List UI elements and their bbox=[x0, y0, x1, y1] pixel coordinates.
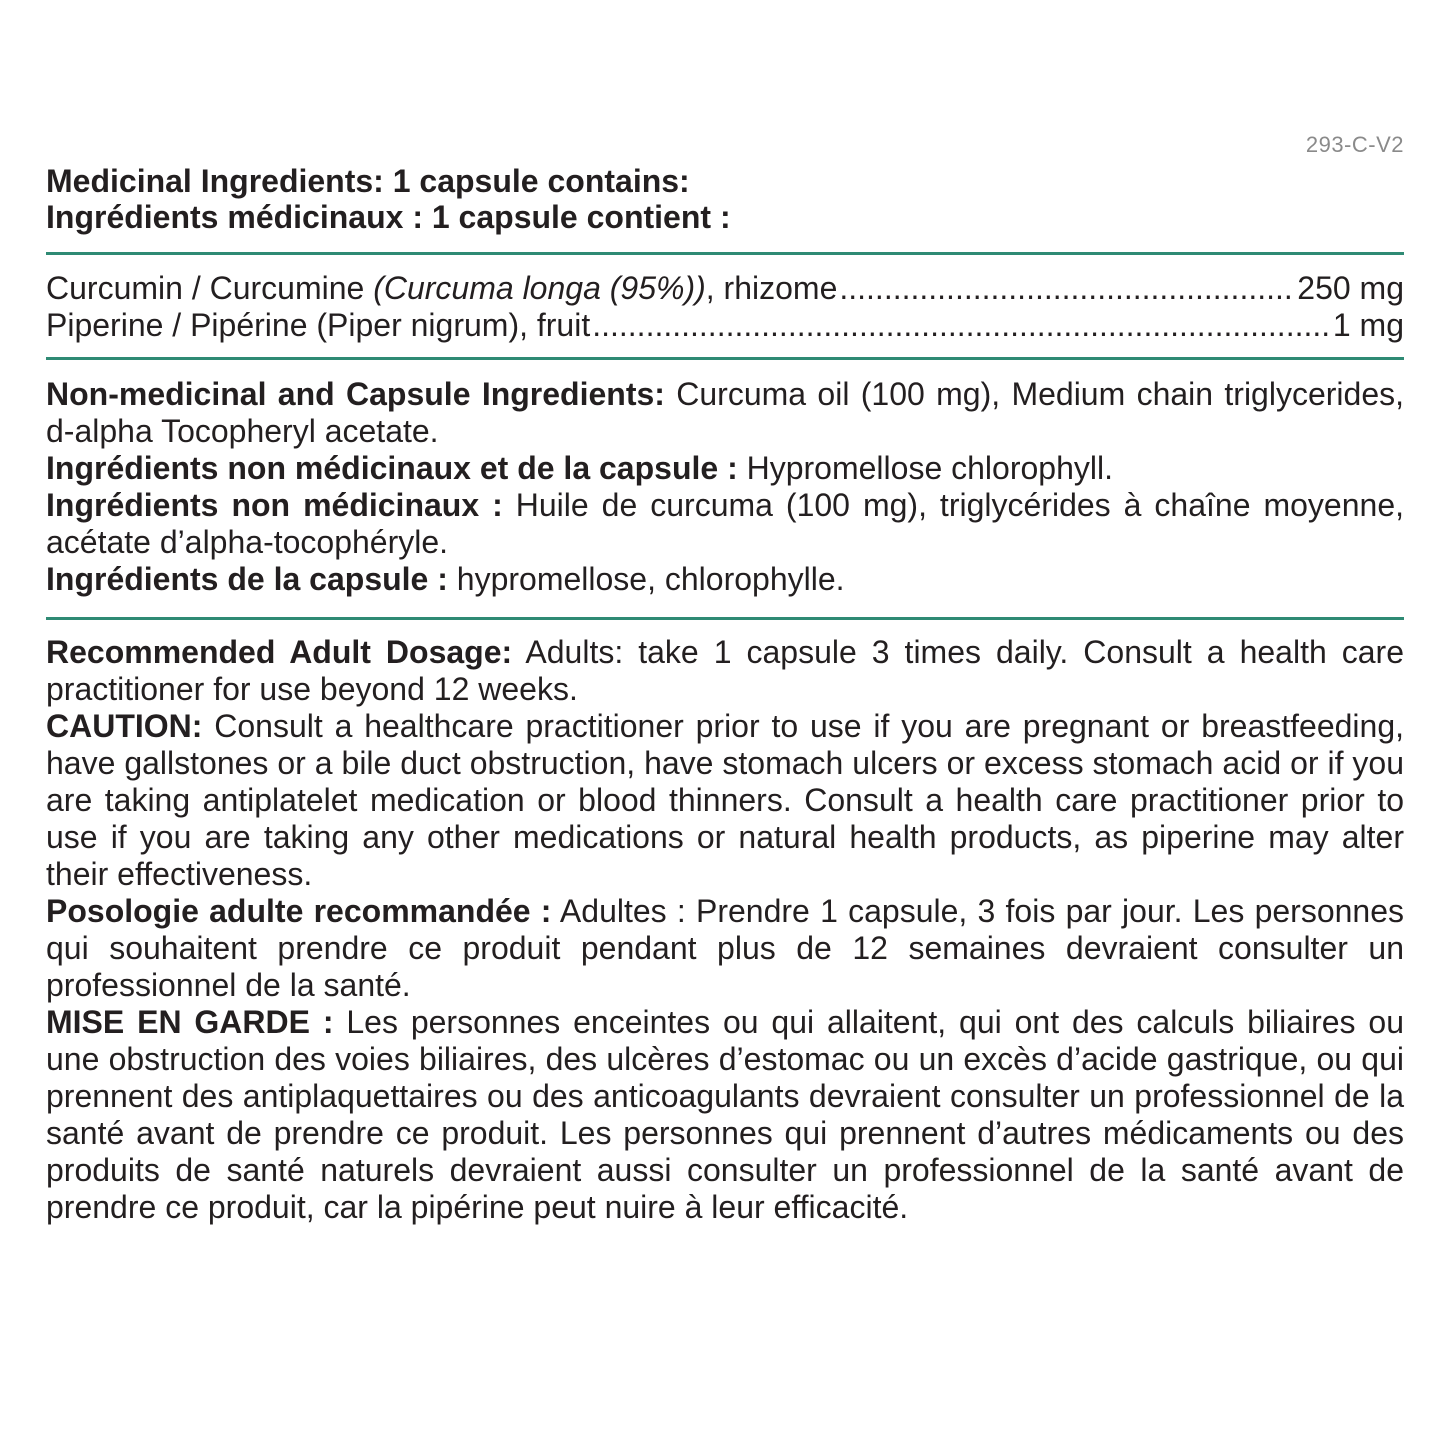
section-text: Les personnes enceintes ou qui allaitent, qui ont des calculs biliaires ou une obstruction des voies biliaires, des ulcères d’estomac ou un excès d’acide gastrique, ou qui prennent des antiplaquettaires ou des anticoagulants devraient consulter un professionnel de la santé avant de prendre ce produit. Les personnes qui prennent d’autres médicaments ou des produits de santé naturels devraient aussi consulter un professionnel de la santé avant de prendre ce produit, car la pipérine peut nuire à leur efficacité. bbox=[46, 1004, 1405, 1225]
section-text: Huile de curcuma (100 mg), triglycérides à chaîne moyenne, acétate d’alpha-tocophéryle. bbox=[46, 487, 1405, 560]
section-text: hypromellose, chlorophylle. bbox=[447, 561, 845, 597]
medicinal-heading-en: Medicinal Ingredients: 1 capsule contains: bbox=[46, 163, 690, 199]
section-label: MISE EN GARDE : bbox=[46, 1004, 334, 1040]
section-text: Consult a healthcare practitioner prior to use if you are pregnant or breastfeeding, have gallstones or a bile duct obstruction, have stomach ulcers or excess stomach acid or if you are taking antiplatelet medication or blood thinners. Consult a health care practitioner prior to use if you are taking any other medications or natural health products, as piperine may alter their effectiveness. bbox=[46, 708, 1404, 892]
divider-1 bbox=[46, 252, 1404, 255]
non-medicinal-en bbox=[46, 376, 1404, 450]
medicinal-heading bbox=[46, 163, 1404, 235]
ingredient-amount: 250 mg bbox=[1297, 270, 1404, 306]
section-text: Curcuma oil (100 mg), Medium chain triglycerides, d-alpha Tocopheryl acetate. bbox=[46, 376, 1405, 449]
dosage-section bbox=[46, 634, 1404, 1226]
leader-dots bbox=[592, 307, 1331, 344]
section-label: Non-medicinal and Capsule Ingredients: bbox=[46, 376, 665, 412]
section-label: Ingrédients non médicinaux et de la capsule : bbox=[46, 450, 738, 486]
ingredient-latin: (Curcuma longa (95%)) bbox=[373, 270, 706, 306]
ingredient-suffix: , rhizome bbox=[705, 270, 838, 306]
section-label: CAUTION: bbox=[46, 708, 203, 744]
dosage-en bbox=[46, 634, 1404, 708]
leader-dots bbox=[839, 270, 1295, 307]
ingredient-name: Piperine / Pipérine (Piper nigrum), fruit bbox=[46, 307, 591, 343]
medicinal-ingredients-list bbox=[46, 270, 1404, 344]
section-text: Adultes : Prendre 1 capsule, 3 fois par jour. Les personnes qui souhaitent prendre ce produit pendant plus de 12 semaines devraient consulter un professionnel de la santé. bbox=[46, 893, 1405, 1003]
divider-2 bbox=[46, 357, 1404, 360]
dosage-fr bbox=[46, 893, 1404, 1004]
medicinal-heading-fr: Ingrédients médicinaux : 1 capsule contient : bbox=[46, 199, 731, 235]
caution-en bbox=[46, 708, 1404, 893]
caution-fr bbox=[46, 1004, 1404, 1226]
non-medicinal-fr bbox=[46, 487, 1404, 561]
ingredient-amount: 1 mg bbox=[1332, 307, 1404, 343]
section-text: Adults: take 1 capsule 3 times daily. Consult a health care practitioner for use beyond 12 weeks. bbox=[46, 634, 1405, 707]
non-medicinal-fr-capsule bbox=[46, 450, 1404, 487]
capsule-ingredients-fr bbox=[46, 561, 1404, 598]
ingredient-name: Curcumin / Curcumine bbox=[46, 270, 374, 306]
ingredient-row-curcumin bbox=[46, 270, 1404, 307]
ingredient-row-piperine bbox=[46, 307, 1404, 344]
section-label: Recommended Adult Dosage: bbox=[46, 634, 513, 670]
section-label: Ingrédients non médicinaux : bbox=[46, 487, 503, 523]
label-code: 293-C-V2 bbox=[1305, 132, 1404, 157]
section-label: Ingrédients de la capsule : bbox=[46, 561, 448, 597]
section-text: Hypromellose chlorophyll. bbox=[737, 450, 1113, 486]
section-label: Posologie adulte recommandée : bbox=[46, 893, 552, 929]
non-medicinal-section bbox=[46, 376, 1404, 598]
divider-3 bbox=[46, 617, 1404, 620]
